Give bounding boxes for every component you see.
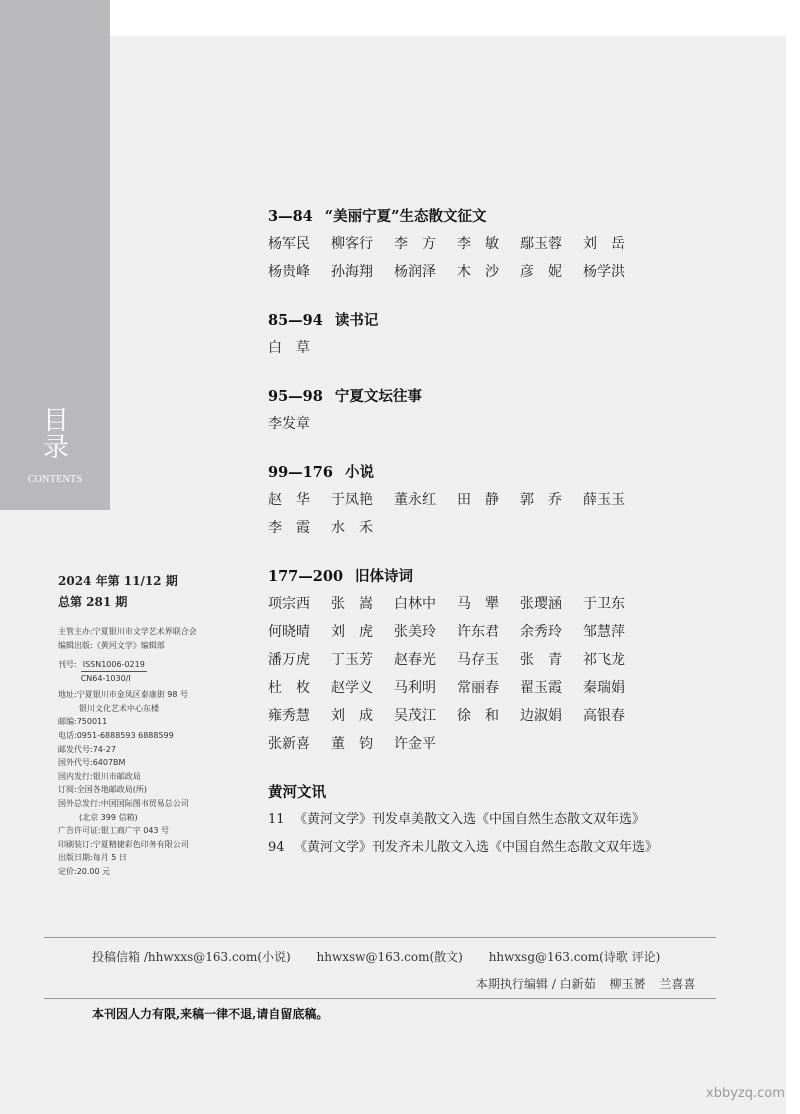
author-name: 祁飞龙 (583, 652, 625, 668)
colophon-sponsor: 主管主办:宁夏银川市文学艺术界联合会 (58, 627, 197, 636)
author-name: 张新喜 (268, 736, 310, 752)
colophon-foreign-code: 国外代号:6407BM (58, 758, 126, 768)
toc-page-range: 95—98 (268, 388, 323, 405)
colophon-domestic: 国内发行:银川市邮政局 (58, 771, 141, 781)
colophon (58, 625, 278, 879)
toc-sections (268, 204, 688, 758)
colophon-printer: 印刷装订:宁夏精捷彩色印务有限公司 (58, 839, 189, 849)
colophon-ad-license: 广告许可证:银工商广字 043 号 (58, 826, 170, 836)
author-name: 马存玉 (457, 652, 499, 668)
author-name: 孙海翔 (331, 264, 373, 280)
author-name: 木 沙 (457, 264, 499, 280)
toc-section (268, 564, 688, 758)
news-item (268, 806, 688, 834)
author-name: 张璎涵 (520, 596, 562, 612)
colophon-pub-date: 出版日期:每月 5 日 (58, 853, 127, 863)
news-text: 《黄河文学》刊发齐未儿散文入选《中国自然生态散文双年选》 (294, 840, 659, 855)
toc-section-heading (268, 308, 688, 334)
author-name: 刘 岳 (583, 236, 625, 252)
colophon-address: 地址:宁夏银川市金凤区泰康街 98 号 (58, 690, 188, 700)
colophon-foreign-dist-2: (北京 399 信箱) (79, 812, 138, 822)
issn-label: 刊号: (58, 660, 77, 670)
author-name: 田 静 (457, 492, 499, 508)
submission-notice: 本刊因人力有限,来稿一律不退,请自留底稿。 (92, 1007, 329, 1021)
author-name: 马利明 (394, 680, 436, 696)
toc-section-title: 宁夏文坛往事 (334, 388, 422, 405)
issue-number: 2024 年第 11/12 期 (58, 574, 178, 588)
toc-section (268, 308, 688, 362)
colophon-issn (58, 658, 278, 688)
author-name: 许东君 (457, 624, 499, 640)
colophon-address-2: 银川文化艺术中心东楼 (79, 703, 159, 713)
toc-section-heading (268, 564, 688, 590)
author-name: 雍秀慧 (268, 708, 310, 724)
author-name: 郭 乔 (520, 492, 562, 508)
submit-prose-email: hhwxsw@163.com(散文) (316, 950, 463, 964)
author-name: 李发章 (268, 416, 310, 432)
author-name: 边淑娟 (520, 708, 562, 724)
author-name: 杜 枚 (268, 680, 310, 696)
author-list (268, 410, 648, 438)
author-name: 翟玉霞 (520, 680, 562, 696)
issn-number: ISSN1006-0219 (81, 658, 147, 672)
author-name: 项宗西 (268, 596, 310, 612)
news-page: 11 (268, 812, 285, 827)
author-name: 张 青 (520, 652, 562, 668)
news-text: 《黄河文学》刊发卓美散文入选《中国自然生态散文双年选》 (294, 812, 646, 827)
toc-section-title: 读书记 (334, 312, 379, 329)
toc-section-title: 小说 (344, 464, 374, 481)
right-margin (786, 0, 800, 1114)
author-name: 李 霞 (268, 520, 310, 536)
editor-3: 兰喜喜 (659, 977, 696, 991)
toc-section (268, 384, 688, 438)
author-name: 张 嵩 (331, 596, 373, 612)
colophon-publisher: 编辑出版:《黄河文学》编辑部 (58, 640, 165, 650)
toc-page-range: 85—94 (268, 312, 323, 329)
author-name: 薛玉玉 (583, 492, 625, 508)
author-name: 鄢玉蓉 (520, 236, 562, 252)
author-name: 赵春光 (394, 652, 436, 668)
author-name: 彦 妮 (520, 264, 562, 280)
author-name: 丁玉芳 (331, 652, 373, 668)
author-list (268, 334, 648, 362)
author-name: 杨学洪 (583, 264, 625, 280)
author-name: 张美玲 (394, 624, 436, 640)
submit-fiction-email: 投稿信箱 /hhwxxs@163.com(小说) (92, 950, 291, 964)
title-char-1: 目 (42, 406, 69, 436)
author-name: 邹慧萍 (583, 624, 625, 640)
table-of-contents (268, 204, 688, 862)
toc-section-title: 旧体诗词 (355, 568, 414, 585)
toc-page-range: 99—176 (268, 464, 333, 481)
author-name: 柳客行 (331, 236, 373, 252)
editor-1: 本期执行编辑 / 白新茹 (476, 977, 596, 991)
submit-poetry-email: hhwxsg@163.com(诗歌 评论) (488, 950, 661, 964)
toc-section (268, 204, 688, 286)
author-name: 高银春 (583, 708, 625, 724)
author-name: 李 方 (394, 236, 436, 252)
author-name: 董 钧 (331, 736, 373, 752)
author-name: 赵 华 (268, 492, 310, 508)
news-page: 94 (268, 840, 285, 855)
colophon-foreign-dist: 国外总发行:中国国际图书贸易总公司 (58, 798, 189, 808)
toc-section-heading (268, 384, 688, 410)
author-list (268, 486, 648, 542)
colophon-postcode: 邮编:750011 (58, 717, 108, 727)
author-name: 常丽春 (457, 680, 499, 696)
author-name: 杨贵峰 (268, 264, 310, 280)
author-name: 白林中 (394, 596, 436, 612)
author-name: 水 禾 (331, 520, 373, 536)
contents-title (42, 408, 70, 462)
author-name: 秦瑞娟 (583, 680, 625, 696)
editor-2: 柳玉赟 (609, 977, 646, 991)
contents-sidebar (0, 0, 110, 510)
author-name: 杨军民 (268, 236, 310, 252)
watermark: xbbyzq.com (706, 1086, 785, 1101)
toc-page-range: 3—84 (268, 208, 313, 225)
author-name: 吴茂江 (394, 708, 436, 724)
colophon-subscribe: 订阅:全国各地邮政局(所) (58, 785, 147, 795)
news-item (268, 834, 688, 862)
cn-number: CN64-1030/I (80, 674, 131, 684)
contents-english-title: CONTENTS (27, 474, 83, 485)
toc-section-heading (268, 204, 688, 230)
author-name: 马 犟 (457, 596, 499, 612)
news-list (268, 806, 688, 862)
toc-section (268, 460, 688, 542)
author-name: 徐 和 (457, 708, 499, 724)
news-title: 黄河文讯 (268, 784, 326, 801)
author-name: 李 敏 (457, 236, 499, 252)
submission-emails (92, 948, 682, 965)
author-name: 董永红 (394, 492, 436, 508)
author-name: 于凤艳 (331, 492, 373, 508)
author-name: 许金平 (394, 736, 436, 752)
total-issue-number: 总第 281 期 (58, 595, 128, 609)
colophon-phone: 电话:0951-6888593 6888599 (58, 730, 174, 740)
top-margin (110, 0, 786, 36)
author-list (268, 230, 648, 286)
toc-section-heading (268, 460, 688, 486)
title-char-2: 录 (42, 433, 69, 463)
author-name: 潘万虎 (268, 652, 310, 668)
colophon-price: 定价:20.00 元 (58, 866, 111, 876)
colophon-post-code: 邮发代号:74-27 (58, 744, 116, 754)
author-name: 刘 成 (331, 708, 373, 724)
toc-page-range: 177—200 (268, 568, 344, 585)
footer-divider-top (44, 937, 716, 938)
author-list (268, 590, 648, 758)
author-name: 余秀玲 (520, 624, 562, 640)
author-name: 刘 虎 (331, 624, 373, 640)
author-name: 赵学义 (331, 680, 373, 696)
author-name: 杨润泽 (394, 264, 436, 280)
footer-divider-bottom (44, 998, 716, 999)
author-name: 白 草 (268, 340, 310, 356)
executive-editors (476, 975, 695, 992)
toc-section-title: “美丽宁夏”生态散文征文 (324, 208, 487, 225)
author-name: 于卫东 (583, 596, 625, 612)
author-name: 何晓晴 (268, 624, 310, 640)
